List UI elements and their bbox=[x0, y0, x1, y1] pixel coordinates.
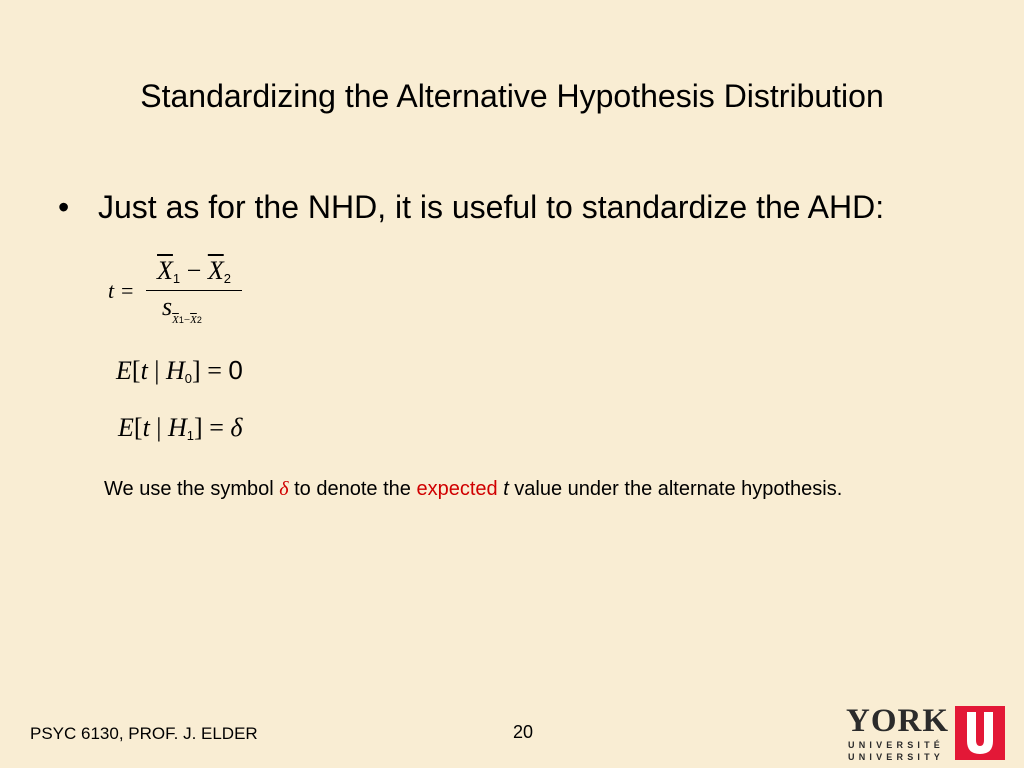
h-subscript: 1 bbox=[186, 428, 195, 443]
delta-symbol: δ bbox=[230, 413, 243, 442]
s-symbol: s bbox=[162, 292, 173, 321]
bullet-text: Just as for the NHD, it is useful to standardize the AHD: bbox=[98, 189, 885, 225]
t-symbol: t bbox=[142, 413, 150, 442]
t-symbol: t bbox=[140, 356, 148, 385]
explanation-note bbox=[104, 477, 842, 501]
footer-course-label: PSYC 6130, PROF. J. ELDER bbox=[30, 724, 258, 743]
slide-title: Standardizing the Alternative Hypothesis Distribution bbox=[140, 78, 884, 114]
expectation-symbol: E bbox=[116, 356, 132, 385]
york-university-logo bbox=[846, 702, 1006, 764]
h-symbol: H bbox=[168, 413, 187, 442]
close-bracket: ] bbox=[194, 413, 203, 442]
open-bracket: [ bbox=[131, 356, 141, 385]
h-symbol: H bbox=[166, 356, 185, 385]
h-subscript: 0 bbox=[184, 371, 193, 386]
note-text-1: We use the symbol bbox=[104, 478, 280, 500]
note-highlight: expected bbox=[416, 478, 498, 500]
x1-mean: $\overline{X}$ bbox=[157, 256, 173, 285]
rhs-value: 0 bbox=[228, 355, 243, 385]
t-formula-lhs: t = bbox=[108, 278, 135, 303]
given-bar: | bbox=[147, 356, 167, 385]
close-bracket: ] bbox=[192, 356, 201, 385]
equals-sign: = bbox=[202, 413, 231, 442]
given-bar: | bbox=[149, 413, 169, 442]
expectation-h1-equation bbox=[118, 413, 242, 443]
x2-subscript: 2 bbox=[223, 271, 231, 286]
s-sub-x2-index: 2 bbox=[196, 315, 202, 325]
fraction-bar bbox=[146, 290, 242, 291]
bullet-item bbox=[58, 187, 884, 227]
t-formula-denominator bbox=[162, 292, 202, 326]
expectation-h0-equation bbox=[116, 355, 243, 386]
note-text-4: value under the alternate hypothesis. bbox=[508, 478, 843, 500]
x2-mean: $\overline{X}$ bbox=[207, 256, 224, 285]
bullet-dot: • bbox=[58, 189, 70, 225]
expectation-symbol: E bbox=[118, 413, 134, 442]
t-formula-numerator bbox=[148, 256, 240, 286]
equals-sign: = bbox=[200, 356, 229, 385]
s-subscript bbox=[172, 314, 202, 326]
x1-subscript: 1 bbox=[172, 271, 181, 286]
s-sub-minus: − bbox=[183, 314, 191, 326]
numerator-minus: − bbox=[180, 256, 208, 285]
logo-line-english: UNIVERSITY bbox=[848, 752, 945, 762]
note-t-symbol: t bbox=[503, 478, 509, 500]
s-sub-x1: $\overline{X}$ bbox=[172, 314, 179, 326]
page-number: 20 bbox=[513, 722, 534, 742]
s-sub-x1-index: 1 bbox=[178, 315, 184, 325]
note-delta-symbol: δ bbox=[279, 478, 289, 500]
note-text-2: to denote the bbox=[288, 478, 417, 500]
york-u-icon bbox=[955, 706, 1005, 760]
open-bracket: [ bbox=[133, 413, 143, 442]
t-formula bbox=[108, 256, 248, 336]
logo-line-french: UNIVERSITÉ bbox=[848, 740, 945, 750]
s-sub-x2: $\overline{X}$ bbox=[190, 314, 197, 326]
logo-wordmark: YORK bbox=[846, 703, 949, 739]
